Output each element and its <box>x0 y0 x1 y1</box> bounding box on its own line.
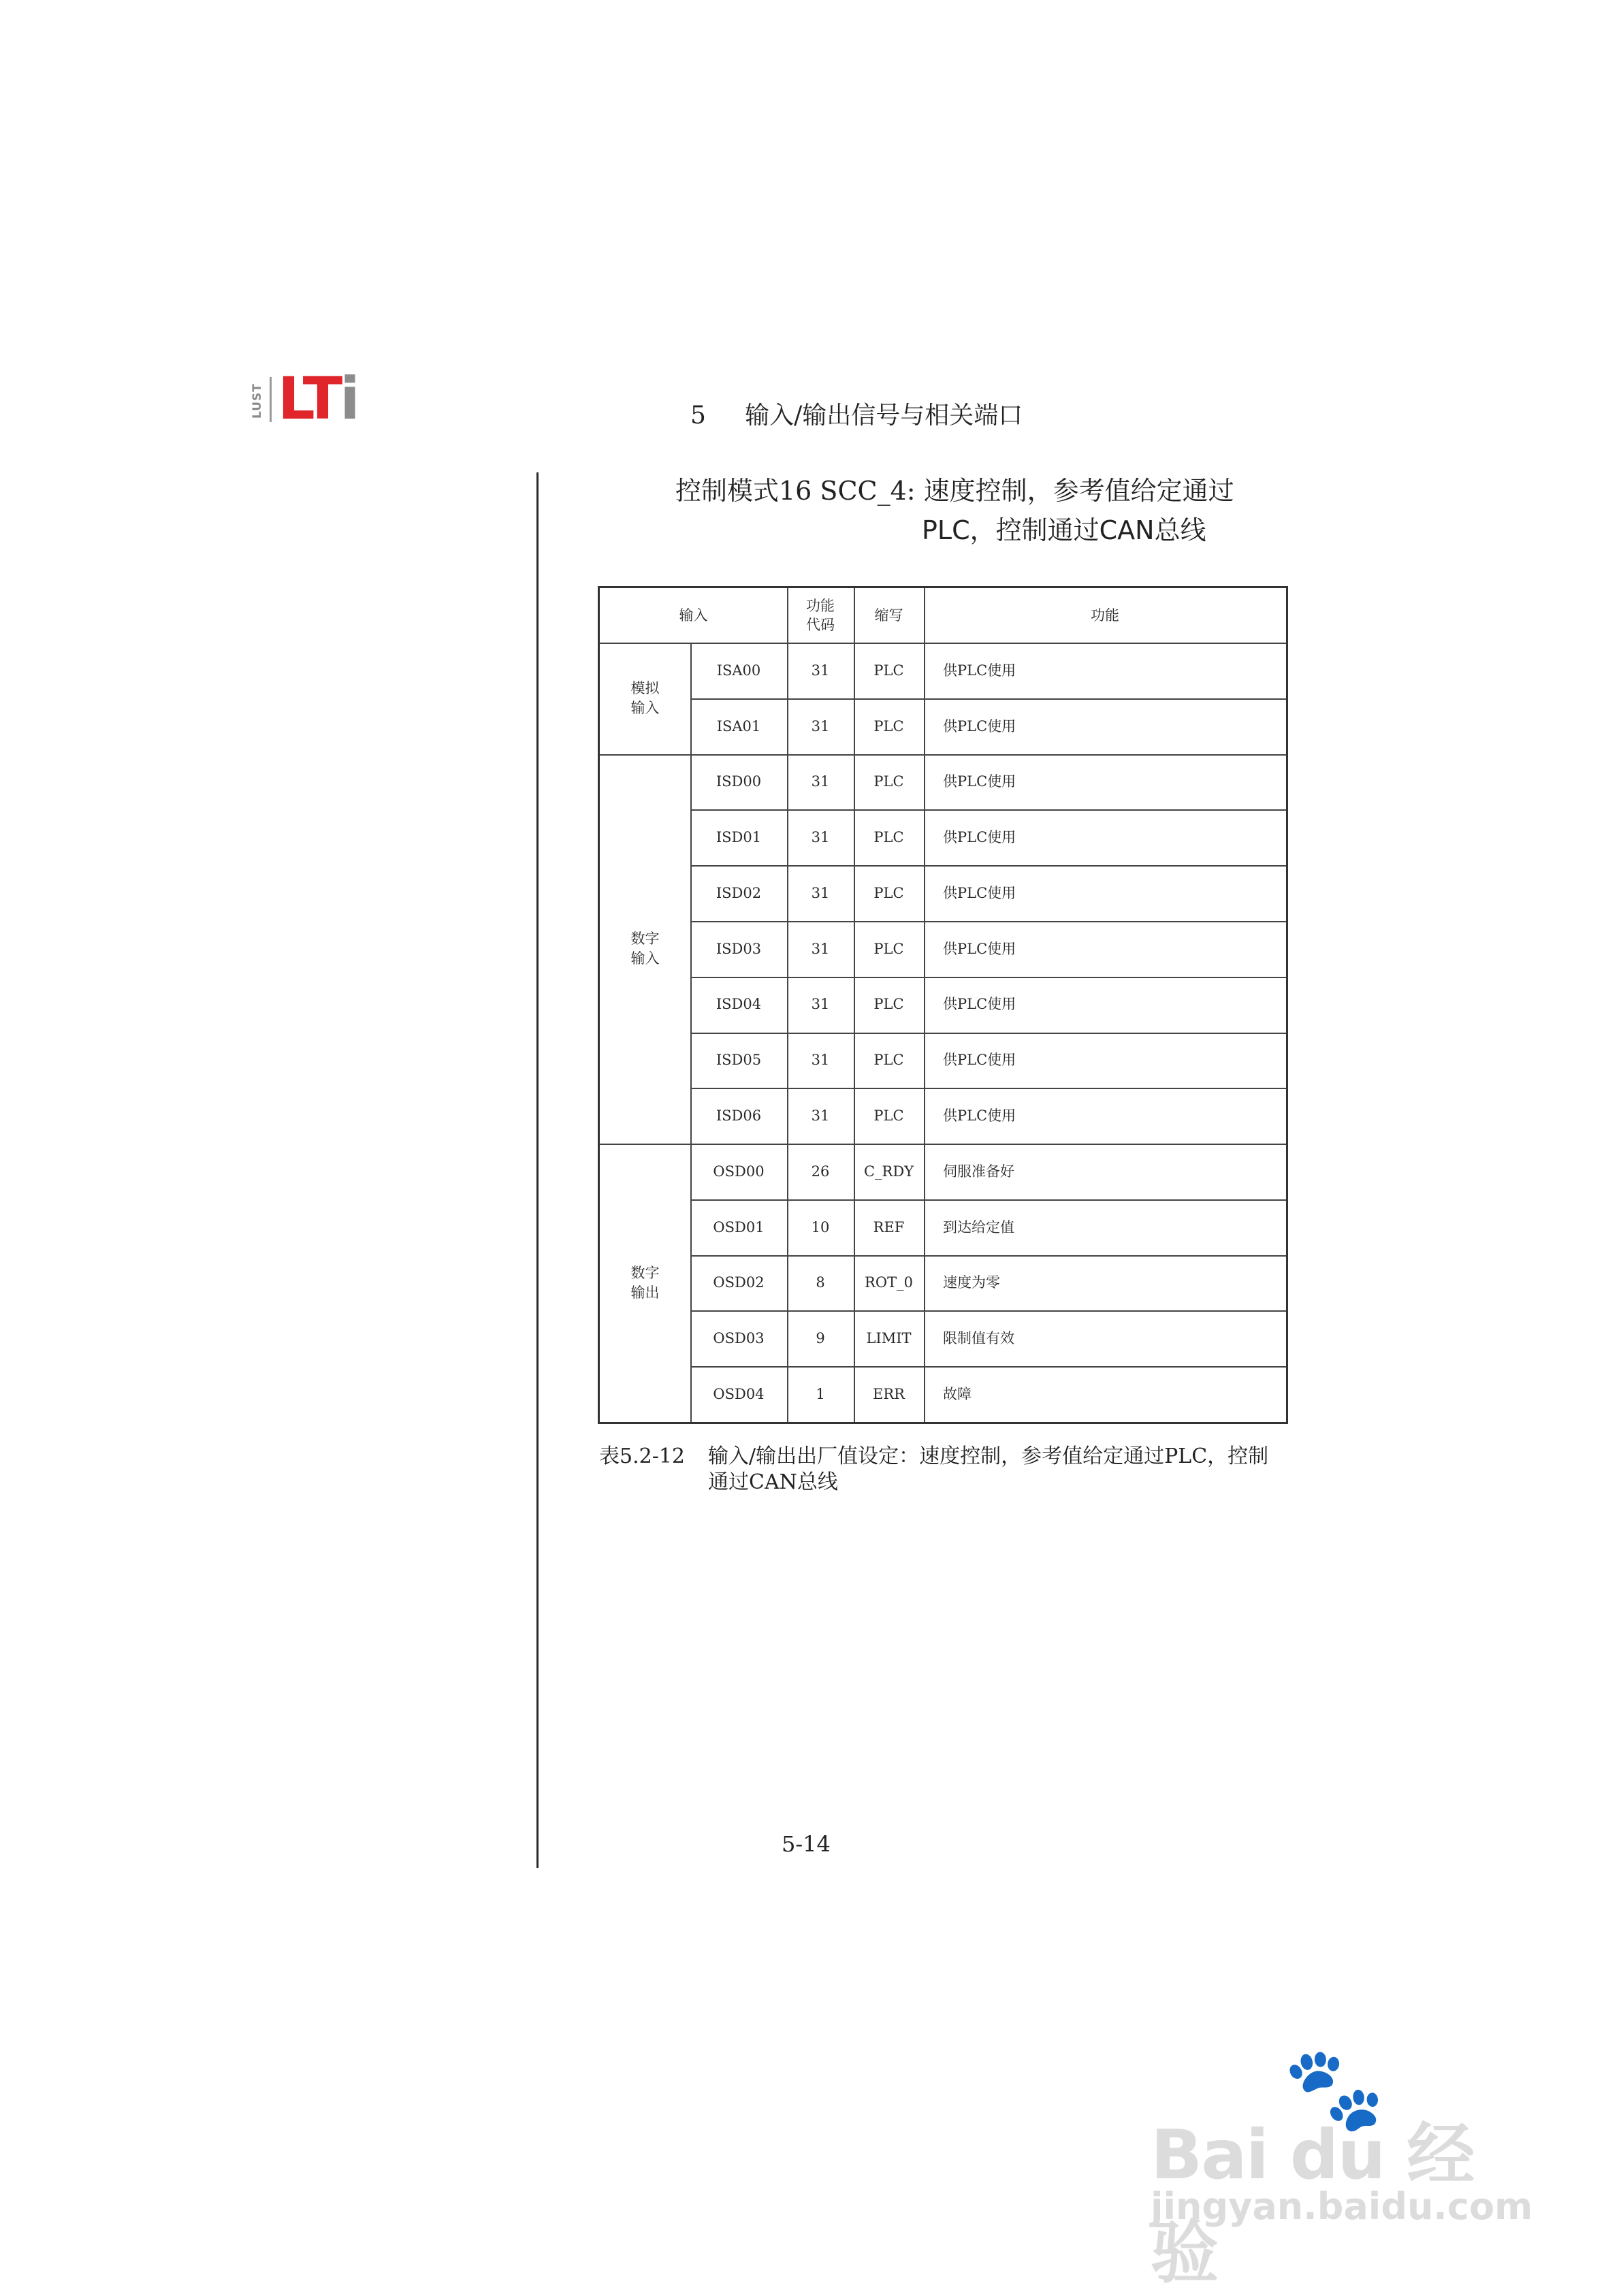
function-cell: 供PLC使用 <box>943 1052 1016 1069</box>
header-input: 输入 <box>679 607 708 624</box>
function-cell: 速度为零 <box>943 1274 1000 1291</box>
code-cell: 1 <box>816 1385 825 1402</box>
function-cell: 供PLC使用 <box>943 940 1016 957</box>
code-cell: 26 <box>811 1163 830 1180</box>
function-cell: 供PLC使用 <box>943 662 1016 679</box>
chapter-number: 5 <box>690 402 706 430</box>
page-number: 5-14 <box>782 1831 831 1857</box>
abbr-cell: PLC <box>873 717 904 734</box>
code-cell: 31 <box>811 884 830 901</box>
port-cell: ISA01 <box>716 717 761 734</box>
code-cell: 31 <box>811 940 830 957</box>
function-cell: 供PLC使用 <box>943 717 1016 734</box>
abbr-cell: REF <box>873 1218 905 1235</box>
port-cell: OSD01 <box>713 1218 765 1235</box>
lti-logo <box>251 365 387 433</box>
code-cell: 31 <box>811 662 830 679</box>
caption-line2: 通过CAN总线 <box>708 1470 838 1494</box>
function-cell: 限制值有效 <box>943 1330 1014 1347</box>
code-cell: 31 <box>811 773 830 790</box>
port-cell: ISD01 <box>716 829 762 846</box>
abbr-cell: PLC <box>873 829 904 846</box>
group-label: 数字 输出 <box>630 1265 660 1301</box>
caption-line1: 输入/输出出厂值设定：速度控制，参考值给定通过PLC，控制 <box>708 1444 1269 1468</box>
logo-lust-text: LUST <box>251 383 264 419</box>
abbr-cell: PLC <box>873 940 904 957</box>
section-title-line2: PLC，控制通过CAN总线 <box>922 515 1206 545</box>
code-cell: 31 <box>811 996 830 1013</box>
logo-divider <box>270 377 272 422</box>
function-cell: 到达给定值 <box>943 1218 1014 1235</box>
function-cell: 供PLC使用 <box>943 829 1016 846</box>
table-caption <box>599 1444 1300 1495</box>
margin-rule <box>536 472 539 1868</box>
code-cell: 31 <box>811 1052 830 1069</box>
port-cell: OSD04 <box>713 1385 765 1402</box>
header-function: 功能 <box>1091 607 1119 624</box>
function-cell: 供PLC使用 <box>943 996 1016 1013</box>
watermark-brand: Bai du 经验 <box>1151 2115 1474 2293</box>
code-cell: 10 <box>811 1218 830 1235</box>
function-cell: 伺服准备好 <box>943 1163 1014 1180</box>
header-code: 功能 代码 <box>806 597 835 633</box>
header-abbr: 缩写 <box>874 607 903 624</box>
abbr-cell: ERR <box>873 1385 905 1402</box>
abbr-cell: PLC <box>873 1107 904 1124</box>
abbr-cell: PLC <box>873 773 904 790</box>
function-cell: 供PLC使用 <box>943 1107 1016 1124</box>
chapter-heading <box>690 396 1023 431</box>
port-cell: ISA00 <box>716 662 761 679</box>
port-cell: OSD00 <box>713 1163 765 1180</box>
paw-icon: 🐾 <box>1283 2042 1385 2137</box>
group-label: 数字 输入 <box>630 931 660 967</box>
port-cell: ISD04 <box>716 996 762 1013</box>
io-settings-table <box>598 586 1288 1424</box>
chapter-title: 输入/输出信号与相关端口 <box>745 402 1023 430</box>
baidu-watermark <box>1151 2032 1533 2293</box>
abbr-cell: C_RDY <box>863 1163 914 1180</box>
code-cell: 8 <box>816 1274 825 1291</box>
group-label: 模拟 输入 <box>630 680 660 716</box>
function-cell: 故障 <box>943 1385 972 1402</box>
abbr-cell: ROT_0 <box>865 1274 913 1291</box>
code-cell: 31 <box>811 717 830 734</box>
code-cell: 31 <box>811 829 830 846</box>
abbr-cell: LIMIT <box>866 1330 912 1347</box>
port-cell: OSD02 <box>713 1274 765 1291</box>
abbr-cell: PLC <box>873 996 904 1013</box>
abbr-cell: PLC <box>873 662 904 679</box>
port-cell: OSD03 <box>713 1330 765 1347</box>
port-cell: ISD02 <box>716 884 762 901</box>
function-cell: 供PLC使用 <box>943 773 1016 790</box>
port-cell: ISD05 <box>716 1052 762 1069</box>
abbr-cell: PLC <box>873 884 904 901</box>
port-cell: ISD06 <box>716 1107 762 1124</box>
code-cell: 9 <box>816 1330 825 1347</box>
code-cell: 31 <box>811 1107 830 1124</box>
abbr-cell: PLC <box>873 1052 904 1069</box>
port-cell: ISD03 <box>716 940 762 957</box>
section-title-line1: 控制模式16 SCC_4: 速度控制，参考值给定通过 <box>675 476 1234 506</box>
logo-lti-text: LTi <box>278 365 357 433</box>
function-cell: 供PLC使用 <box>943 884 1016 901</box>
port-cell: ISD00 <box>716 773 762 790</box>
caption-number: 表5.2-12 <box>599 1444 686 1468</box>
watermark-url: jingyan.baidu.com <box>1151 2185 1533 2228</box>
